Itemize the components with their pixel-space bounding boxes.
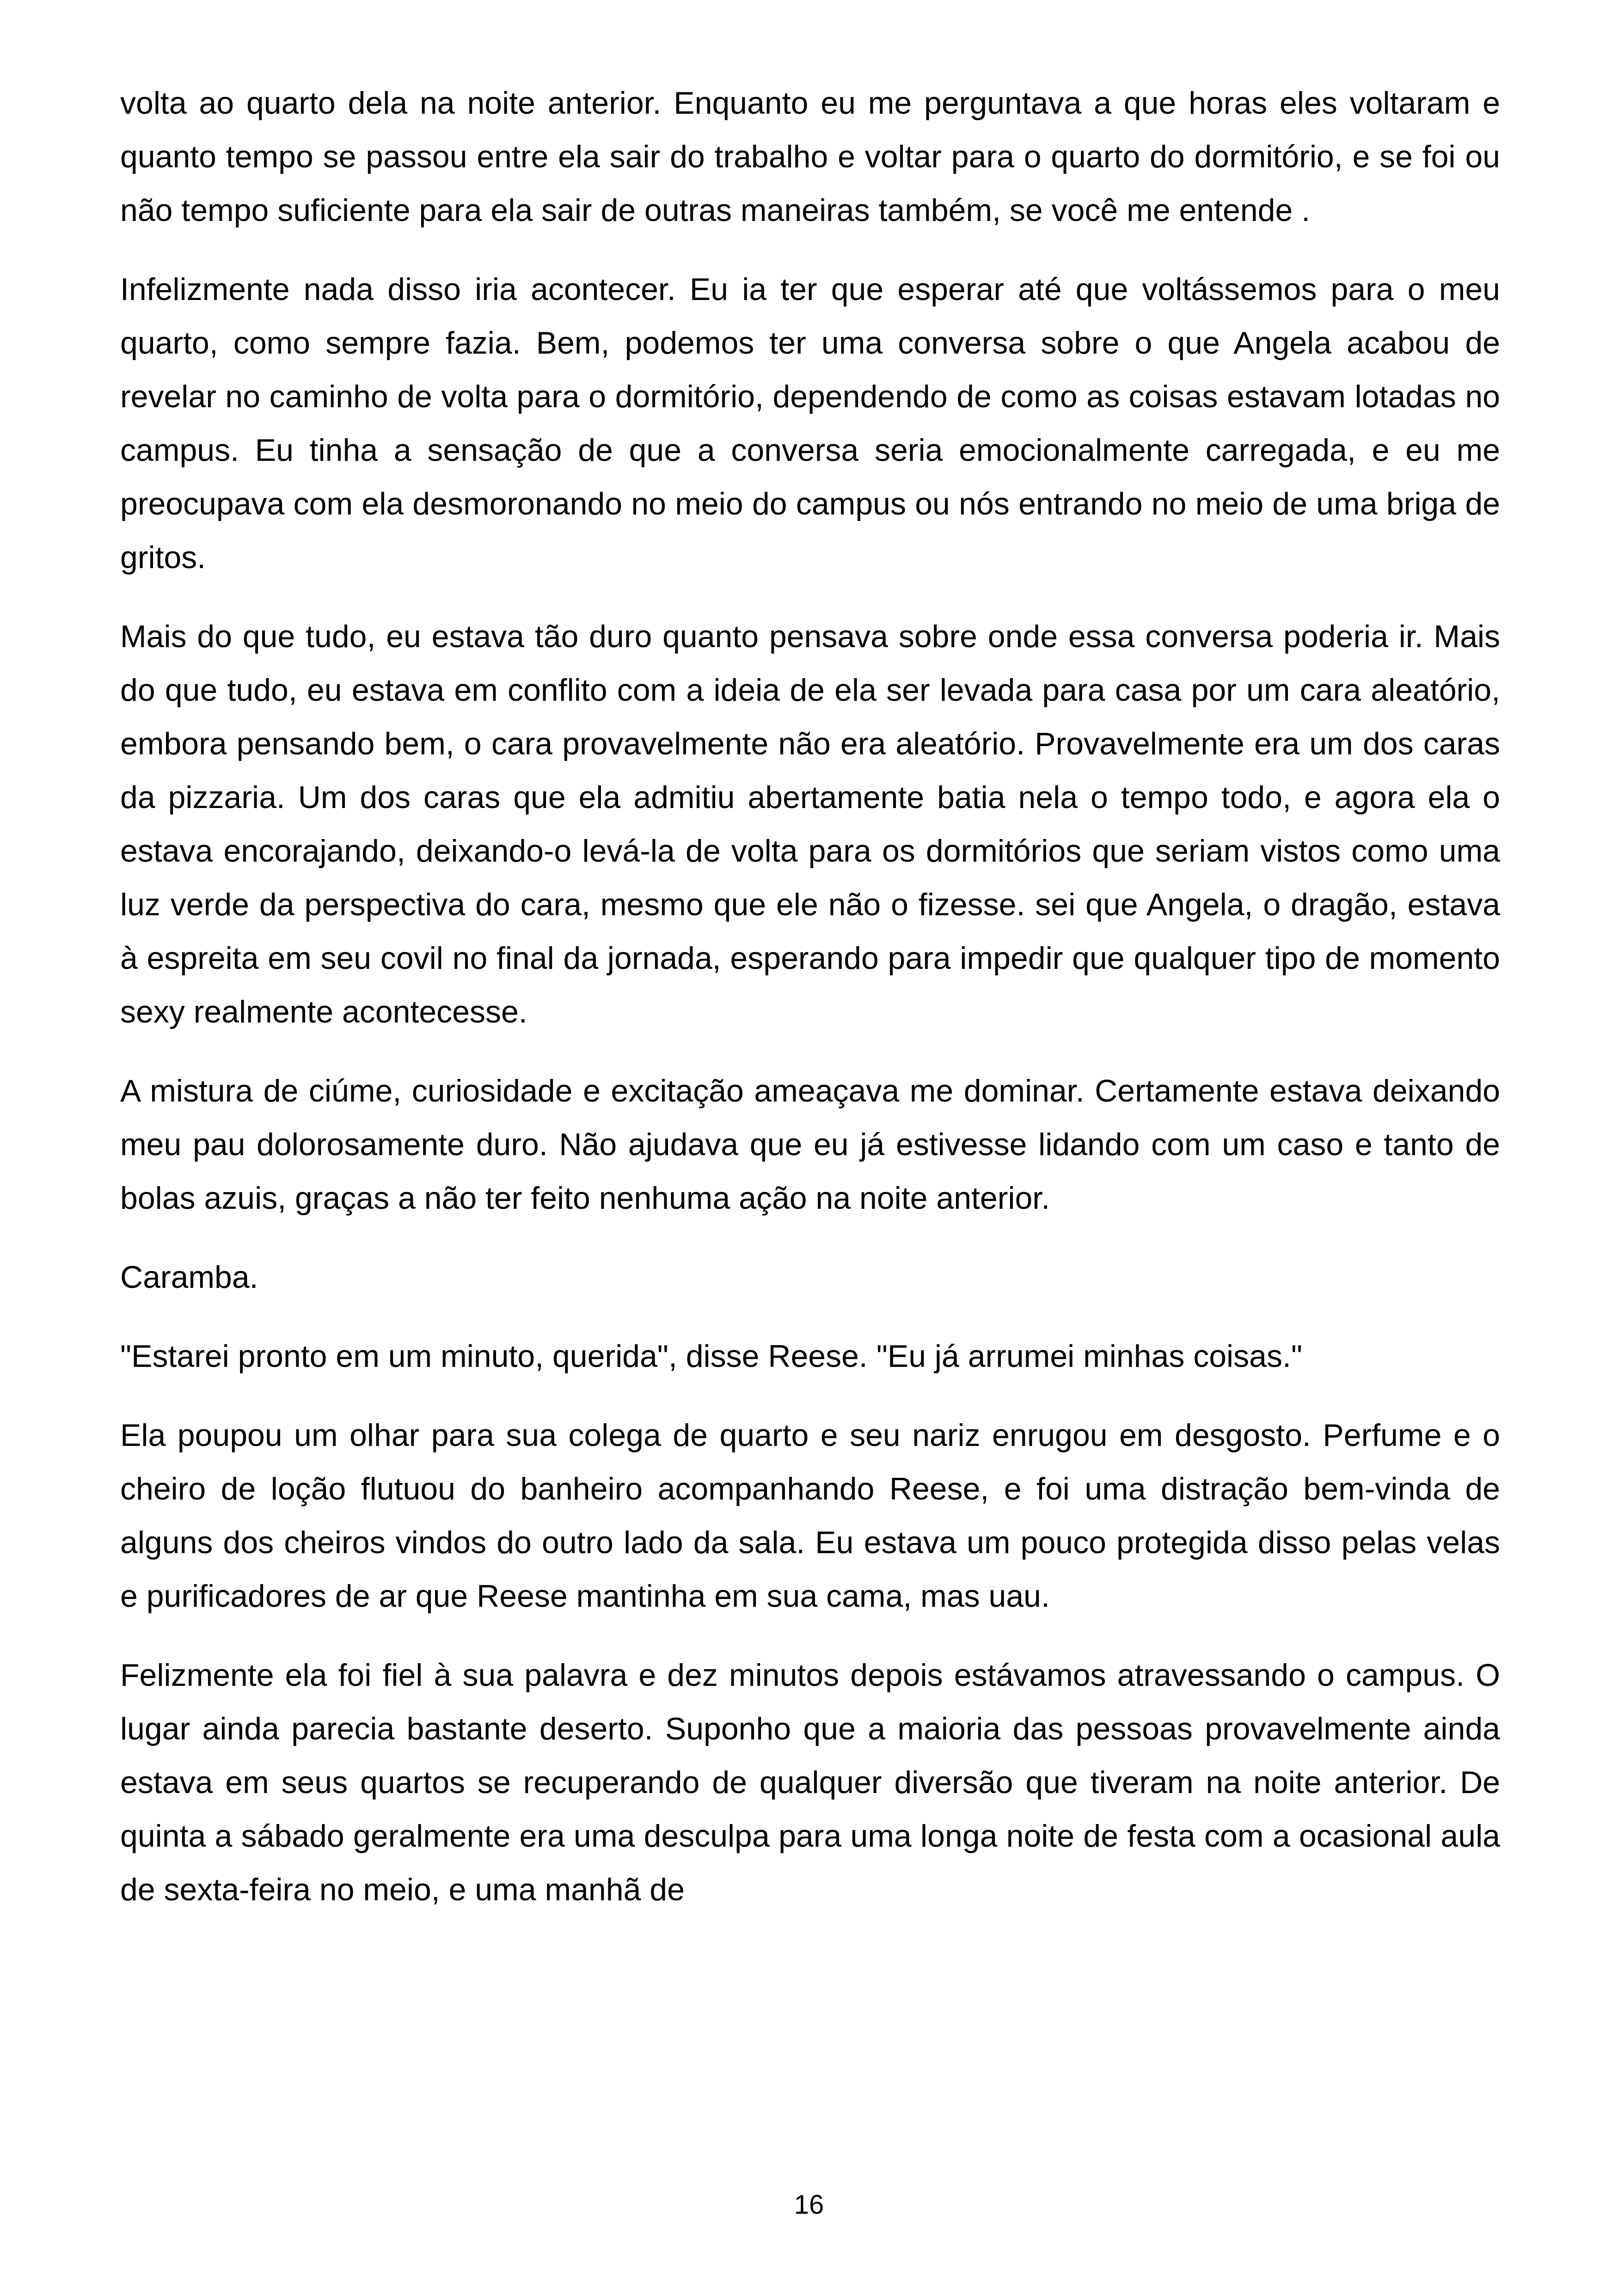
- page-body: [120, 76, 1500, 1942]
- paragraph-5: Caramba.: [120, 1260, 258, 1295]
- paragraph-3: Mais do que tudo, eu estava tão duro quanto pensava sobre onde essa conversa poderia ir. Mais do que tudo, eu estava em conflito com a ideia de ela ser levada para casa por um cara aleatório, embora pensando bem, o cara provavelmente não era aleatório. Provavelmente era um dos caras da pizzaria. Um dos caras que ela admitiu abertamente batia nela o tempo todo, e agora ela o estava encorajando, deixando-o levá-la de volta para os dormitórios que seriam vistos como uma luz verde da perspectiva do cara, mesmo que ele não o fizesse. sei que Angela, o dragão, estava à espreita em seu covil no final da jornada, esperando para impedir que qualquer tipo de momento sexy realmente acontecesse.: [120, 619, 1500, 1029]
- paragraph-7: Ela poupou um olhar para sua colega de quarto e seu nariz enrugou em desgosto. Perfume e o cheiro de loção flutuou do banheiro acompanhando Reese, e foi uma distração bem-vinda de alguns dos cheiros vindos do outro lado da sala. Eu estava um pouco protegida disso pelas velas e purificadores de ar que Reese mantinha em sua cama, mas uau.: [120, 1418, 1500, 1614]
- paragraph-1: volta ao quarto dela na noite anterior. Enquanto eu me perguntava a que horas eles voltaram e quanto tempo se passou entre ela sair do trabalho e voltar para o quarto do dormitório, e se foi ou não tempo suficiente para ela sair de outras maneiras também, se você me entende .: [120, 86, 1500, 228]
- paragraph-6: "Estarei pronto em um minuto, querida", disse Reese. "Eu já arrumei minhas coisas.": [120, 1339, 1303, 1374]
- paragraph-2: Infelizmente nada disso iria acontecer. Eu ia ter que esperar até que voltássemos para o meu quarto, como sempre fazia. Bem, podemos ter uma conversa sobre o que Angela acabou de revelar no caminho de volta para o dormitório, dependendo de como as coisas estavam lotadas no campus. Eu tinha a sensação de que a conversa seria emocionalmente carregada, e eu me preocupava com ela desmoronando no meio do campus ou nós entrando no meio de uma briga de gritos.: [120, 272, 1500, 575]
- paragraph-8: Felizmente ela foi fiel à sua palavra e dez minutos depois estávamos atravessando o campus. O lugar ainda parecia bastante deserto. Suponho que a maioria das pessoas provavelmente ainda estava em seus quartos se recuperando de qualquer diversão que tiveram na noite anterior. De quinta a sábado geralmente era uma desculpa para uma longa noite de festa com a ocasional aula de sexta-feira no meio, e uma manhã de: [120, 1658, 1500, 1907]
- paragraph-4: A mistura de ciúme, curiosidade e excitação ameaçava me dominar. Certamente estava deixando meu pau dolorosamente duro. Não ajudava que eu já estivesse lidando com um caso e tanto de bolas azuis, graças a não ter feito nenhuma ação na noite anterior.: [120, 1073, 1500, 1216]
- page-number: 16: [794, 2190, 824, 2220]
